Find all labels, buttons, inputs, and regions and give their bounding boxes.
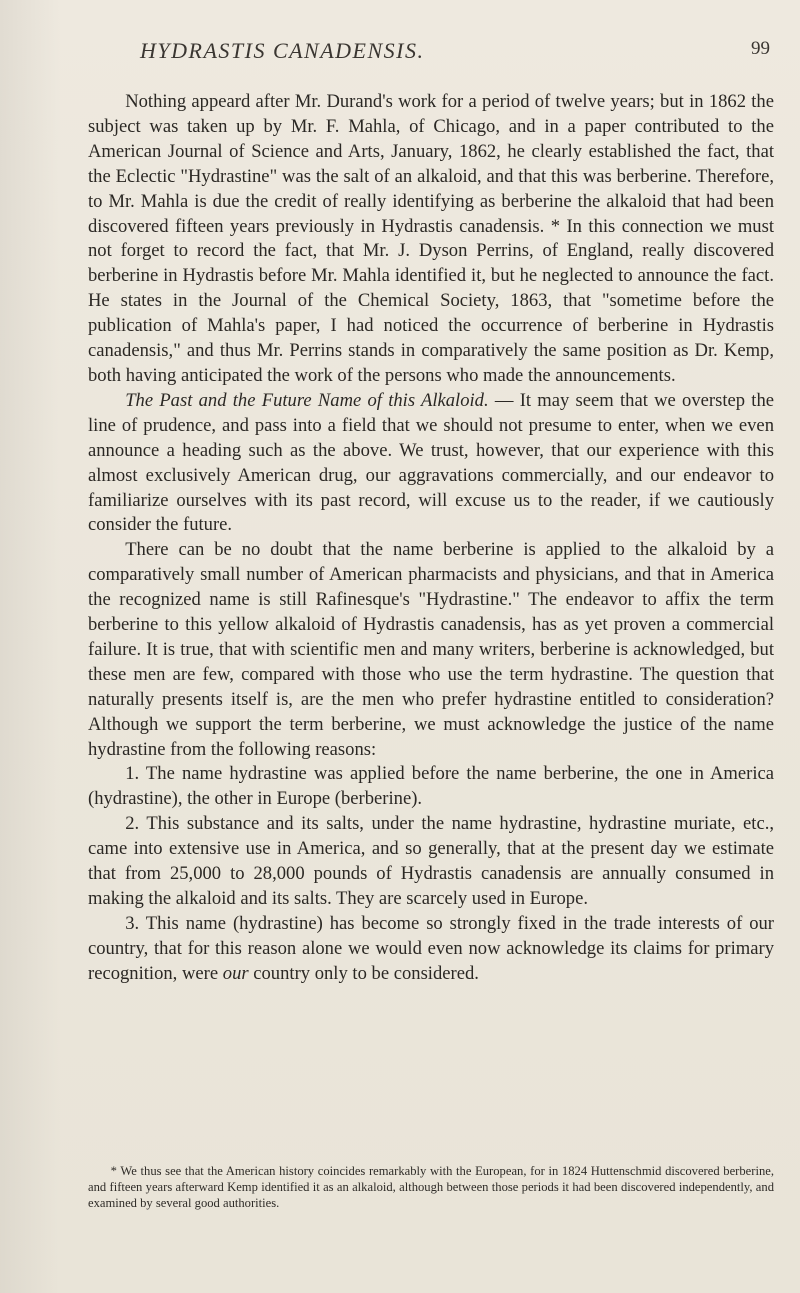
- reason-item-1: 1. The name hydrastine was applied before the name berberine, the one in America (hydrastine), the other in Europe (berberine).: [88, 763, 774, 810]
- reason-item-3: [88, 912, 774, 987]
- reason-item-2: 2. This substance and its salts, under the name hydrastine, hydrastine muriate, etc., came into extensive use in America, and so generally, that at the present day we estimate that from 25,000 to 28,000 pounds of Hydrastis canadensis are annually consumed in making the alkaloid and its salts. They are scarcely used in Europe.: [88, 813, 774, 909]
- paragraph-name-usage: There can be no doubt that the name berberine is applied to the alkaloid by a comparatively small number of American pharmacists and physicians, and that in America the recognized name is still Rafinesque's "Hydrastine." The endeavor to affix the term berberine to this yellow alkaloid of Hydrastis canadensis, has as yet proven a commercial failure. It is true, that with scientific men and many writers, berberine is acknowledged, but these men are few, compared with those who use the term hydrastine. The question that naturally presents itself is, are the men who prefer hydrastine entitled to consideration? Although we support the term berberine, we must acknowledge the justice of the name hydrastine from the following reasons:: [88, 539, 774, 760]
- reason-item-3-emphasis: our: [222, 962, 249, 984]
- page-header: [140, 38, 770, 68]
- paragraph-perrins: Nothing appeard after Mr. Durand's work for a period of twelve years; but in 1862 the subject was taken up by Mr. F. Mahla, of Chicago, and in a paper contributed to the American Journal of Science and Arts, January, 1862, he clearly established the fact, that the Eclectic "Hydrastine" was the salt of an alkaloid, and that this was berberine. Therefore, to Mr. Mahla is due the credit of really identifying as berberine the alkaloid that had been discovered fifteen years previously in Hydrastis canadensis. * In this connection we must not forget to record the fact, that Mr. J. Dyson Perrins, of England, really discovered berberine in Hydrastis before Mr. Mahla identified it, but he neglected to announce the fact. He states in the Journal of the Chemical Society, 1863, that "sometime before the publication of Mahla's paper, I had noticed the occurrence of berberine in Hydrastis canadensis," and thus Mr. Perrins stands in comparatively the same position as Dr. Kemp, both having anticipated the work of the persons who made the announcements.: [88, 91, 774, 386]
- running-title: HYDRASTIS CANADENSIS.: [140, 38, 425, 63]
- section-heading: The Past and the Future Name of this Alkaloid.: [125, 389, 489, 411]
- page-number: 99: [751, 38, 770, 59]
- reason-item-3-text-b: country only to be considered.: [248, 962, 479, 984]
- reason-item-3-text-a: 3. This name (hydrastine) has become so strongly fixed in the trade interests of our country, that for this reason alone we would even now acknowledge its claims for primary recognition, were: [88, 912, 774, 984]
- section-heading-text: — It may seem that we overstep the line of prudence, and pass into a field that we should not presume to enter, when we even announce a heading such as the above. We trust, however, that our experience with this almost exclusively American drug, our aggravations commercially, and our endeavor to familiarize ourselves with its past record, will excuse us to the reader, if we cautiously consider the future.: [88, 389, 774, 536]
- footnote: [88, 1163, 774, 1211]
- footnote-text: * We thus see that the American history coincides remarkably with the European, for in 1824 Huttenschmid discovered berberine, and fifteen years afterward Kemp identified it as an alkaloid, although between those periods it had been discovered independently, and examined by several good authorities.: [88, 1164, 774, 1210]
- body-text: [88, 90, 774, 987]
- paragraph-future-name: [88, 389, 774, 538]
- page-edge-shadow: [0, 0, 60, 1293]
